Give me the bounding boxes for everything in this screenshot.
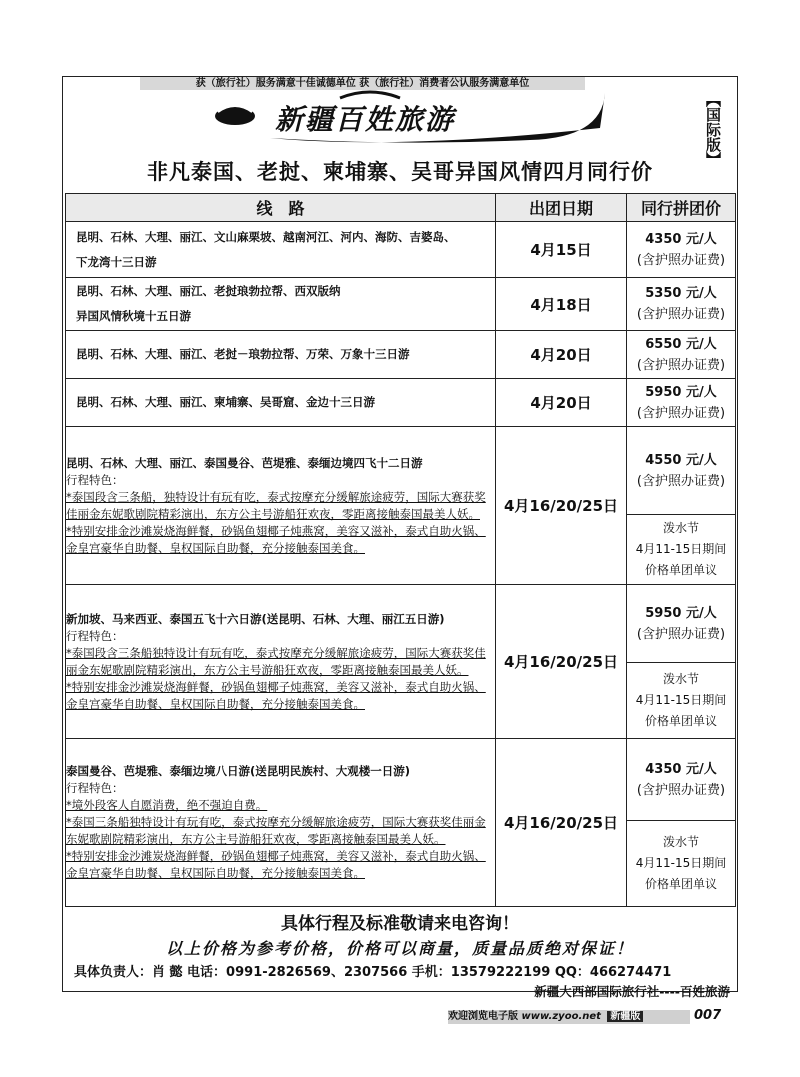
price-value: 5950 元/人 bbox=[645, 605, 717, 621]
feature-item: *泰国段含三条船，独特设计有玩有吃，泰式按摩充分缓解旅途疲劳，国际大赛获奖佳丽金东妮歌剧院精彩演出，东方公主号游船狂欢夜，零距离接触泰国最美人妖。 bbox=[66, 489, 486, 521]
table-header-row bbox=[66, 194, 736, 222]
festival-line: 4月11-15日期间 bbox=[635, 542, 727, 556]
feature-label: 行程特色： bbox=[66, 781, 124, 795]
ebook-text: 欢迎浏览电子版 bbox=[448, 1011, 518, 1022]
feature-item: *特别安排金沙滩炭烧海鲜餐，砂锅鱼翅椰子炖燕窝，美容又滋补，泰式自助火锅、金皇宫豪华自助餐、皇权国际自助餐，充分接触泰国美食。 bbox=[66, 679, 486, 711]
feature-item: *泰国段含三条船独特设计有玩有吃，泰式按摩充分缓解旅途疲劳，国际大赛获奖佳丽金东妮歌剧院精彩演出，东方公主号游船狂欢夜，零距离接触泰国最美人妖。 bbox=[66, 645, 486, 677]
price-value: 4550 元/人 bbox=[645, 452, 717, 468]
festival-line: 泼水节 bbox=[662, 835, 699, 849]
feature-label: 行程特色： bbox=[66, 472, 124, 487]
price-note: (含护照办证费) bbox=[636, 782, 726, 798]
route-line: 昆明、石林、大理、丽江、老挝－琅勃拉帮、万荣、万象十三日游 bbox=[76, 347, 410, 361]
departure-date: 4月16/20/25日 bbox=[496, 739, 627, 907]
table-row bbox=[66, 585, 736, 663]
festival-line: 价格单团单议 bbox=[644, 563, 717, 577]
brand-name: 新疆百姓旅游 bbox=[275, 103, 456, 136]
route-title: 昆明、石林、大理、丽江、泰国曼谷、芭堤雅、泰缅边境四飞十二日游 bbox=[66, 455, 423, 470]
price-cell bbox=[627, 739, 736, 821]
table-row bbox=[66, 278, 736, 331]
price-cell bbox=[627, 331, 736, 379]
route-line: 昆明、石林、大理、丽江、文山麻栗坡、越南河江、河内、海防、吉婆岛、 bbox=[76, 229, 456, 244]
ebook-footer bbox=[448, 1010, 690, 1024]
festival-cell bbox=[627, 515, 736, 585]
route-line: 昆明、石林、大理、丽江、老挝琅勃拉帮、西双版纳 bbox=[76, 284, 341, 298]
table-row bbox=[66, 379, 736, 427]
price-guarantee: 以上价格为参考价格，价格可以商量，质量品质绝对保证！ bbox=[165, 939, 634, 958]
price-value: 4350 元/人 bbox=[645, 761, 717, 777]
consult-banner: 具体行程及标准敬请来电咨询！ bbox=[281, 914, 519, 934]
festival-cell bbox=[627, 821, 736, 907]
price-note: (含护照办证费) bbox=[636, 473, 726, 489]
departure-date: 4月16/20/25日 bbox=[496, 427, 627, 585]
festival-line: 泼水节 bbox=[662, 672, 699, 686]
feature-label: 行程特色： bbox=[66, 628, 124, 643]
feature-item: *特别安排金沙滩炭烧海鲜餐，砂锅鱼翅椰子炖燕窝，美容又滋补，泰式自助火锅、金皇宫豪华自助餐、皇权国际自助餐，充分接触泰国美食。 bbox=[66, 523, 486, 555]
header-route: 线 路 bbox=[66, 194, 496, 222]
price-note: (含护照办证费) bbox=[636, 307, 726, 322]
feature-item: *泰国三条船独特设计有玩有吃，泰式按摩充分缓解旅途疲劳，国际大赛获奖佳丽金东妮歌剧院精彩演出，东方公主号游船狂欢夜，零距离接触泰国最美人妖。 bbox=[66, 815, 486, 846]
departure-date: 4月20日 bbox=[496, 379, 627, 427]
table-row bbox=[66, 222, 736, 278]
festival-line: 4月11-15日期间 bbox=[635, 856, 727, 870]
departure-date: 4月20日 bbox=[496, 331, 627, 379]
header-price: 同行拼团价 bbox=[627, 194, 736, 222]
price-cell bbox=[627, 222, 736, 278]
table-row bbox=[66, 739, 736, 821]
page-number: 007 bbox=[694, 1008, 722, 1023]
festival-cell bbox=[627, 663, 736, 739]
route-line: 下龙湾十三日游 bbox=[76, 254, 157, 269]
header-date: 出团日期 bbox=[496, 194, 627, 222]
edition-label: 【国际版】 bbox=[704, 92, 722, 167]
route-title: 泰国曼谷、芭堤雅、泰缅边境八日游(送昆明民族村、大观楼一日游) bbox=[66, 764, 411, 778]
price-value: 5950 元/人 bbox=[645, 384, 717, 400]
route-cell bbox=[66, 331, 496, 379]
price-value: 4350 元/人 bbox=[645, 231, 717, 247]
route-cell bbox=[66, 222, 496, 278]
price-note: (含护照办证费) bbox=[636, 405, 726, 421]
price-cell bbox=[627, 278, 736, 331]
price-cell bbox=[627, 379, 736, 427]
departure-date: 4月18日 bbox=[496, 278, 627, 331]
agency-name: 新疆大西部国际旅行社----百姓旅游 bbox=[534, 984, 730, 999]
festival-line: 泼水节 bbox=[662, 521, 699, 535]
route-cell bbox=[66, 379, 496, 427]
price-cell bbox=[627, 585, 736, 663]
awards-banner: 获（旅行社）服务满意十佳诚德单位 获（旅行社）消费者公认服务满意单位 bbox=[140, 77, 585, 90]
price-note: (含护照办证费) bbox=[636, 252, 726, 268]
price-cell bbox=[627, 427, 736, 515]
price-value: 6550 元/人 bbox=[645, 336, 717, 352]
ebook-edition: 新疆版 bbox=[607, 1011, 643, 1022]
route-price-table bbox=[65, 193, 736, 907]
table-row bbox=[66, 427, 736, 515]
ebook-link[interactable]: www.zyoo.net bbox=[521, 1011, 601, 1022]
feature-item: *境外段客人自愿消费，绝不强迫自费。 bbox=[66, 798, 268, 812]
route-feature-cell bbox=[66, 739, 496, 907]
route-line: 昆明、石林、大理、丽江、柬埔寨、吴哥窟、金边十三日游 bbox=[76, 395, 375, 409]
festival-line: 价格单团单议 bbox=[644, 714, 717, 728]
contact-info: 具体负责人：肖 懿 电话：0991-2826569、2307566 手机：13579222199 QQ：466274471 bbox=[74, 965, 672, 980]
departure-date: 4月15日 bbox=[496, 222, 627, 278]
route-feature-cell bbox=[66, 585, 496, 739]
route-feature-cell bbox=[66, 427, 496, 585]
route-title: 新加坡、马来西亚、泰国五飞十六日游(送昆明、石林、大理、丽江五日游) bbox=[66, 611, 445, 626]
festival-line: 价格单团单议 bbox=[644, 877, 717, 891]
festival-line: 4月11-15日期间 bbox=[635, 693, 727, 707]
page-title: 非凡泰国、老挝、柬埔寨、吴哥异国风情四月同行价 bbox=[147, 159, 653, 184]
brand-logo bbox=[200, 88, 610, 148]
feature-item: *特别安排金沙滩炭烧海鲜餐，砂锅鱼翅椰子炖燕窝，美容又滋补，泰式自助火锅、金皇宫豪华自助餐、皇权国际自助餐，充分接触泰国美食。 bbox=[66, 849, 486, 880]
price-note: (含护照办证费) bbox=[636, 357, 726, 373]
price-note: (含护照办证费) bbox=[636, 626, 726, 642]
departure-date: 4月16/20/25日 bbox=[496, 585, 627, 739]
price-value: 5350 元/人 bbox=[645, 286, 717, 301]
route-cell bbox=[66, 278, 496, 331]
route-line: 异国风情秋境十五日游 bbox=[76, 309, 191, 323]
table-row bbox=[66, 331, 736, 379]
